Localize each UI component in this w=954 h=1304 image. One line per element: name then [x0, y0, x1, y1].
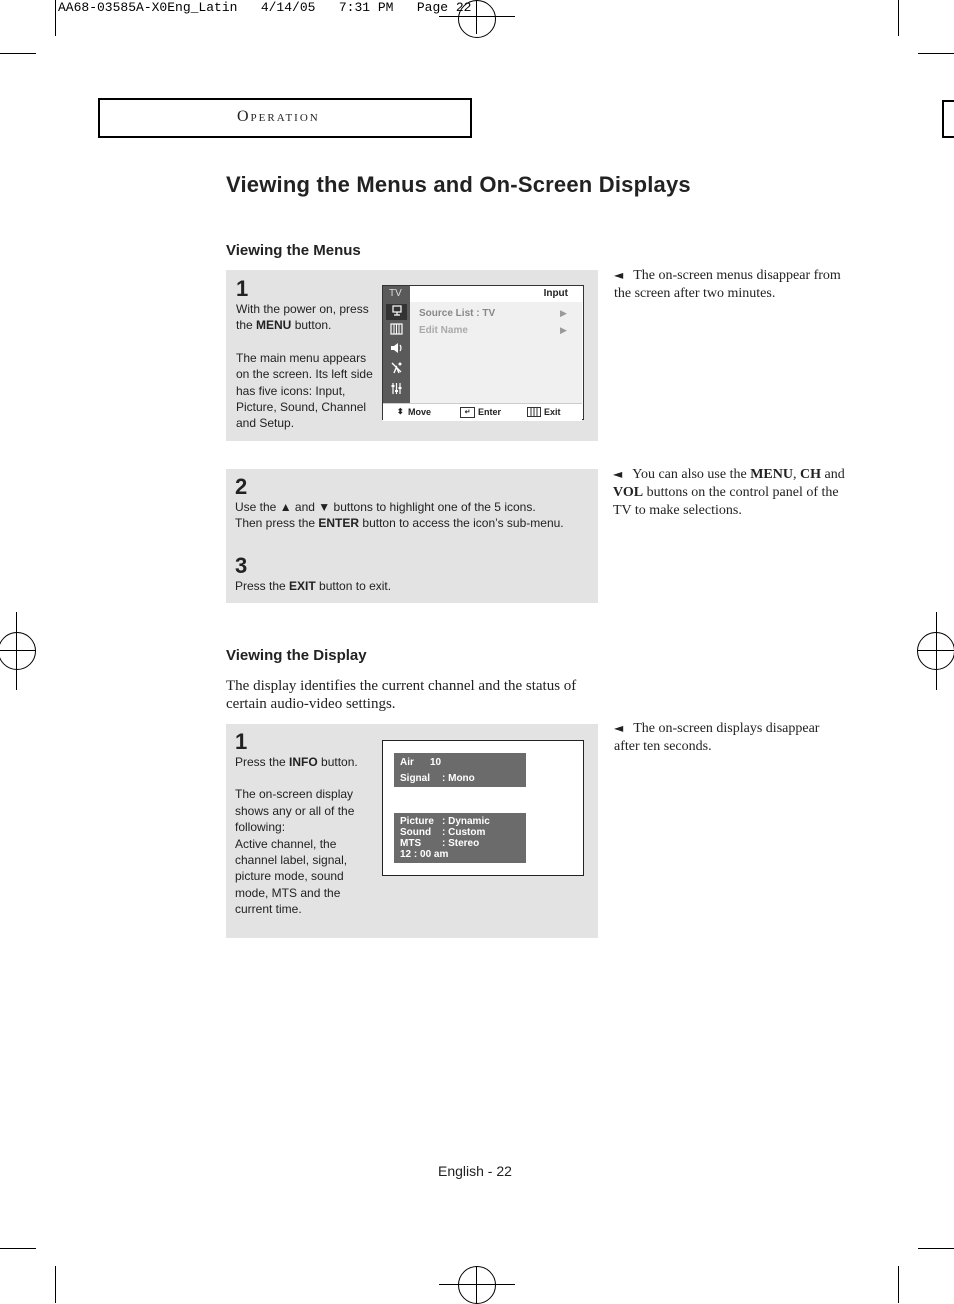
down-arrow-icon: ▼	[318, 500, 331, 514]
step3-instruction: Press the EXIT button to exit.	[235, 579, 392, 593]
step-number: 2	[235, 474, 248, 499]
crop-mark	[898, 0, 899, 36]
picture-icon	[386, 323, 407, 339]
chevron-right-icon: ▶	[560, 308, 567, 318]
pointer-arrow-icon: ◄	[613, 467, 623, 481]
mts-label: MTS	[400, 838, 422, 849]
step1-menu-panel	[226, 270, 598, 441]
print-header: AA68-03585A-X0Eng_Latin 4/14/05 7:31 PM Page 22	[58, 0, 472, 15]
section-label: Operation	[237, 108, 320, 125]
up-arrow-icon: ▲	[279, 500, 292, 514]
menu-item-edit-name[interactable]: Edit Name	[419, 325, 468, 336]
menu-title: Input	[543, 288, 568, 299]
crop-mark	[0, 53, 36, 54]
sound-icon	[386, 342, 407, 358]
menu-title-bar	[410, 286, 582, 303]
crop-mark	[898, 1266, 899, 1303]
crop-mark	[918, 53, 954, 54]
picture-value: : Dynamic	[442, 816, 490, 827]
mts-value: : Stereo	[442, 838, 480, 849]
section-label-box	[98, 98, 472, 138]
control-panel-note: ◄ You can also use the MENU, CH and VOL buttons on the control panel of the TV to make selections.	[613, 467, 845, 518]
step-number: 1	[236, 276, 249, 301]
exit-label: Exit	[544, 407, 561, 417]
page-tab	[942, 100, 954, 138]
channel-icon	[386, 361, 407, 377]
crop-mark	[55, 0, 56, 36]
signal-label: Signal	[400, 773, 431, 784]
step2-instruction: Use the ▲ and ▼ buttons to highlight one of the 5 icons. Then press the ENTER button to access the icon’s sub-menu.	[235, 500, 564, 531]
steps-2-3-panel	[226, 469, 598, 603]
enter-icon: ↵	[460, 407, 475, 418]
tv-label: TV	[389, 288, 402, 299]
pointer-arrow-icon: ◄	[614, 268, 624, 282]
channel-info-box	[394, 753, 526, 787]
enter-label: Enter	[478, 407, 502, 417]
sound-value: : Custom	[442, 827, 486, 838]
channel-number: 10	[430, 757, 442, 768]
menu-item-source-list[interactable]: Source List : TV	[419, 308, 496, 319]
step-number: 1	[235, 729, 248, 754]
page-title: Viewing the Menus and On-Screen Displays	[226, 172, 691, 197]
move-label: Move	[408, 407, 432, 417]
chevron-right-icon: ▶	[560, 325, 567, 335]
current-time: 12 : 00 am	[400, 849, 449, 860]
av-settings-box	[394, 813, 526, 863]
pointer-arrow-icon: ◄	[614, 721, 624, 735]
picture-label: Picture	[400, 816, 434, 827]
display-step1-instruction: Press the INFO button. The on-screen display shows any or all of the following: Active channel, the channel label, signal, picture mode, sound mode, MTS and the current time.	[235, 755, 358, 917]
display-intro: The display identifies the current channel and the status of certain audio-video settings.	[226, 678, 577, 712]
step-number: 3	[235, 553, 248, 578]
step1-instruction: With the power on, press the MENU button. The main menu appears on the screen. Its left side has five icons: Input, Picture, Sound, Channel and Setup.	[236, 302, 373, 431]
signal-value: : Mono	[442, 773, 475, 784]
display-step1-panel	[226, 724, 598, 938]
crop-mark	[0, 1248, 36, 1249]
tv-menu-screen	[382, 285, 584, 420]
air-label: Air	[400, 757, 414, 768]
display-heading: Viewing the Display	[226, 647, 367, 664]
display-note: ◄ The on-screen displays disappear after ten seconds.	[614, 721, 820, 754]
crop-mark	[55, 1266, 56, 1303]
menu-icon-column	[383, 286, 410, 403]
input-icon	[386, 304, 407, 320]
menus-note: ◄ The on-screen menus disappear from the screen after two minutes.	[614, 268, 841, 301]
tv-info-screen	[382, 740, 584, 876]
menus-heading: Viewing the Menus	[226, 242, 361, 259]
crop-mark	[918, 1248, 954, 1249]
page-number: English - 22	[438, 1163, 512, 1179]
move-icon: ⬍	[397, 407, 404, 416]
menu-help-bar	[383, 403, 582, 421]
sound-label: Sound	[400, 827, 432, 838]
exit-icon	[527, 407, 541, 417]
setup-icon	[386, 382, 407, 398]
